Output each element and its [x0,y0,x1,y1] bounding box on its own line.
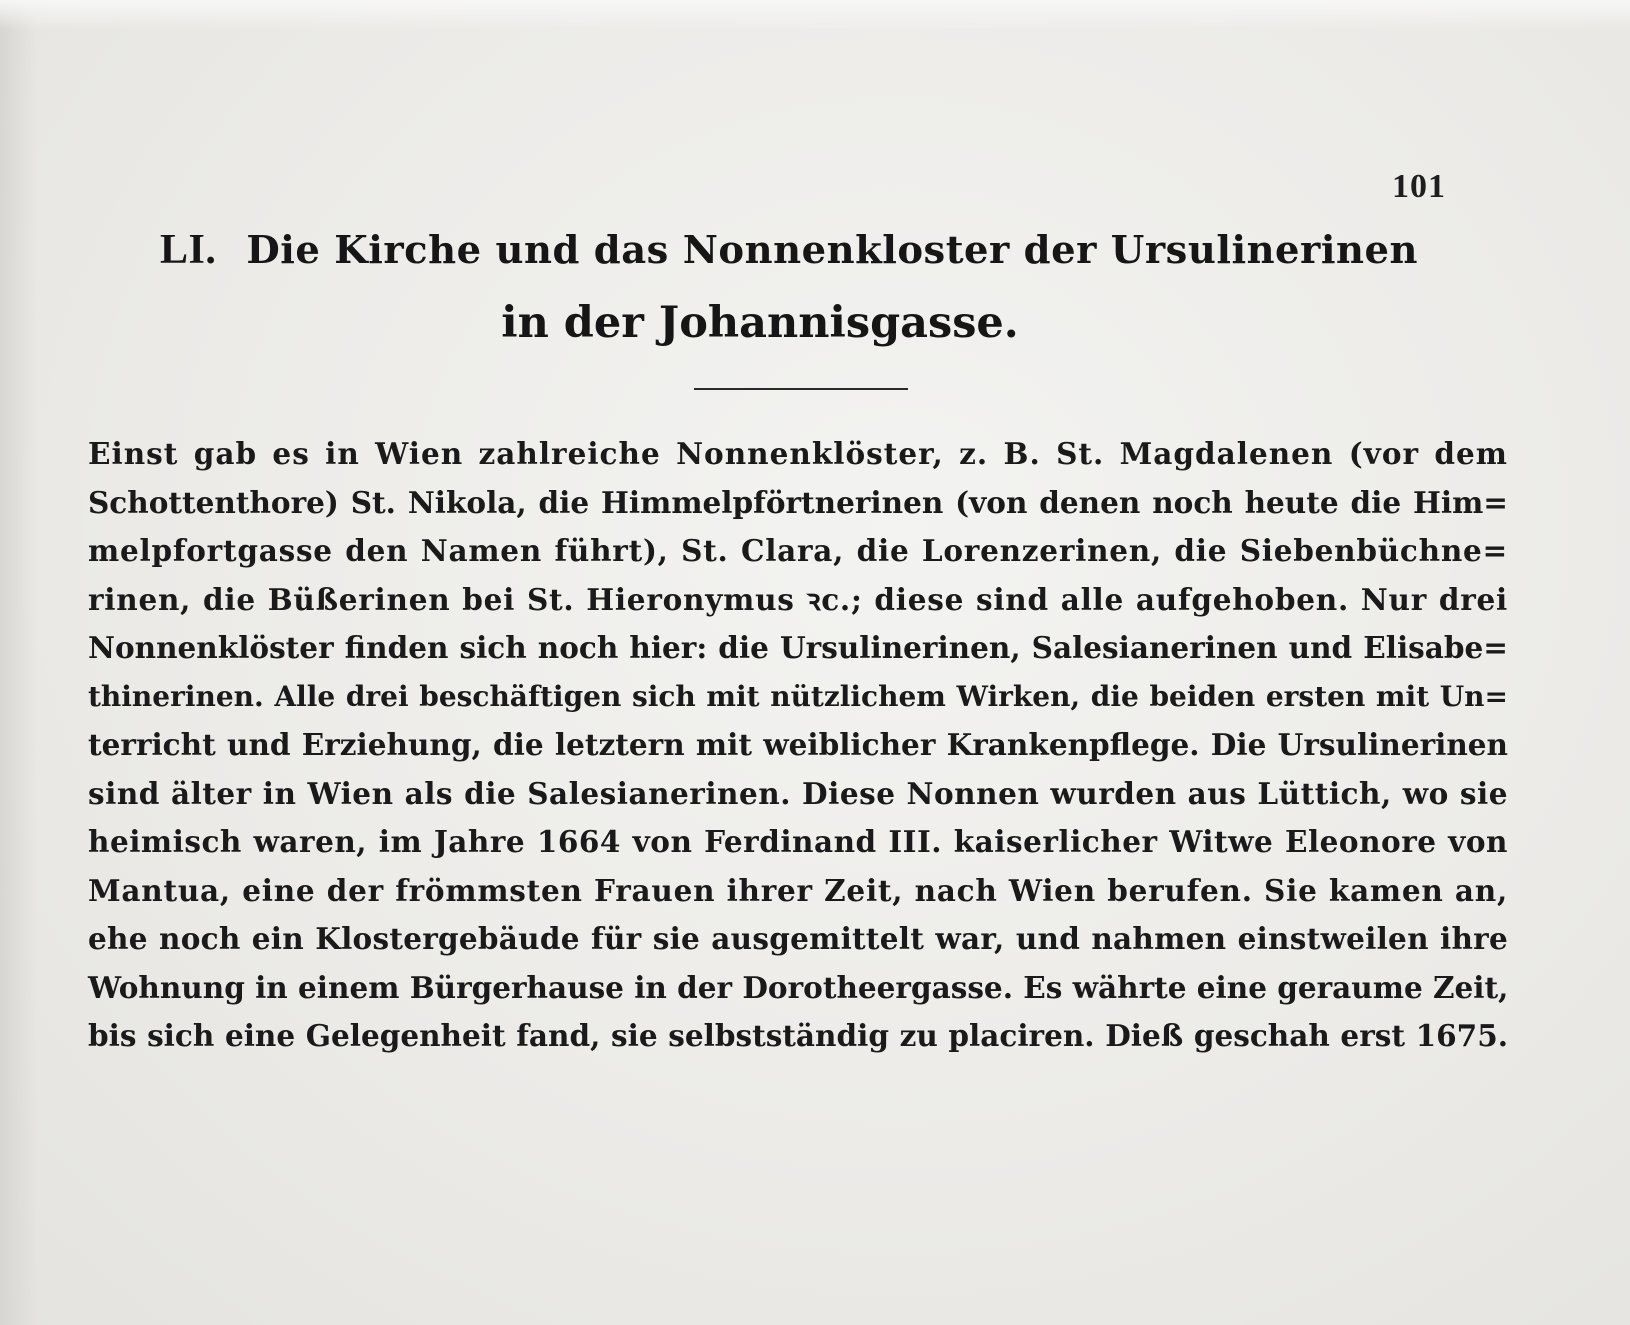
chapter-heading [160,222,1420,351]
text-line: Einst gab es in Wien zahlreiche Nonnenklöster, z. B. St. Magdalenen (vor dem [88,436,1508,471]
text-line: thinerinen. Alle drei beschäftigen sich mit nützlichem Wirken, die beiden ersten mit Un= [88,679,1508,713]
heading-divider [694,388,908,390]
body-paragraph [88,430,1508,1061]
page-gutter-shadow [0,0,38,1325]
text-line: rinen, die Büßerinen bei St. Hieronymus ꝛc.; diese sind alle aufgehoben. Nur drei [88,581,1508,617]
text-line: Nonnenklöster finden sich noch hier: die Ursulinerinen, Salesianerinen und Elisabe= [88,630,1508,665]
page-top-light [0,0,1630,30]
chapter-title-line-2: in der Johannisgasse. [501,298,1019,348]
text-line: Schottenthore) St. Nikola, die Himmelpförtnerinen (von denen noch heute die Him= [88,484,1508,520]
text-line: bis sich eine Gelegenheit fand, sie selbstständig zu placiren. Dieß geschah erst 1675. [88,1018,1508,1053]
text-line: ehe noch ein Klostergebäude für sie ausgemittelt war, und nahmen einstweilen ihre [88,921,1508,956]
text-line: Wohnung in einem Bürgerhause in der Dorotheergasse. Es währte eine geraume Zeit, [88,969,1509,1005]
chapter-title-line-1 [160,222,1420,279]
text-line: melpfortgasse den Namen führt), St. Clara, die Lorenzerinen, die Siebenbüchne= [88,533,1508,568]
chapter-number: LI. [160,227,217,273]
chapter-title-text: Die Kirche und das Nonnenkloster der Ursulinerinen [246,228,1418,273]
page-number: 101 [1392,168,1446,205]
text-line: Mantua, eine der frömmsten Frauen ihrer Zeit, nach Wien berufen. Sie kamen an, [88,872,1508,908]
text-line: sind älter in Wien als die Salesianerinen. Diese Nonnen wurden aus Lüttich, wo sie [88,775,1508,811]
text-line: heimisch waren, im Jahre 1664 von Ferdinand III. kaiserlicher Witwe Eleonore von [88,824,1508,859]
text-line: terricht und Erziehung, die letztern mit weiblicher Krankenpflege. Die Ursulinerinen [88,727,1508,762]
